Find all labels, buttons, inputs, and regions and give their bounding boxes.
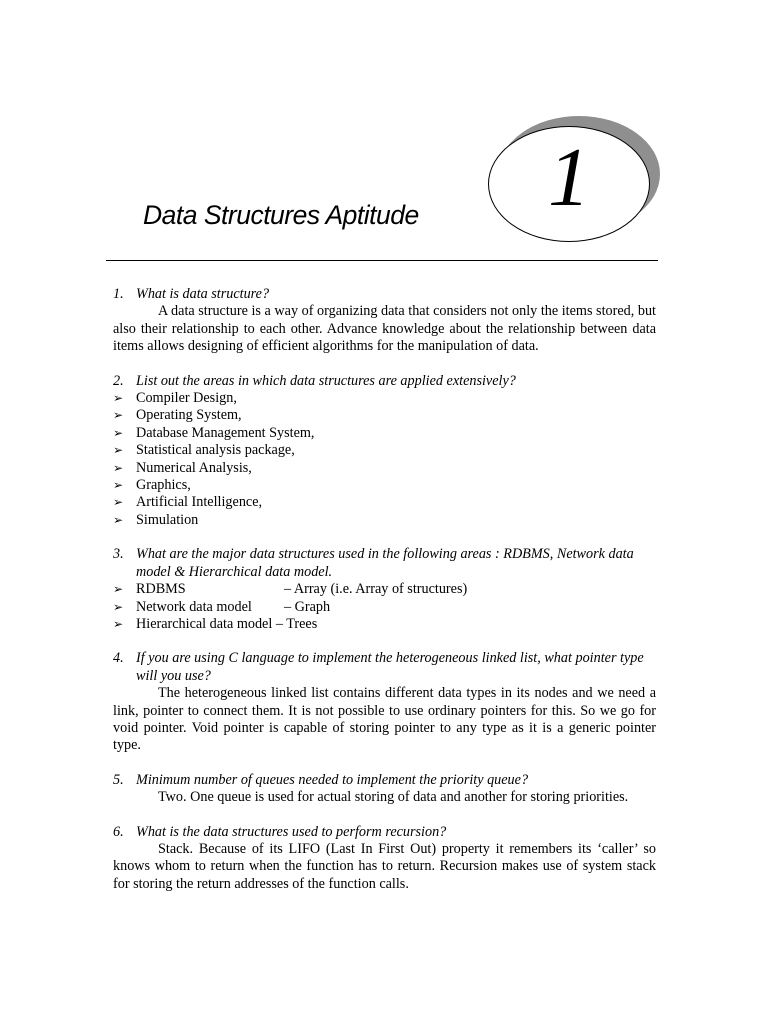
page-body bbox=[113, 286, 656, 893]
chapter-number-badge bbox=[486, 116, 666, 246]
answer-4: The heterogeneous linked list contains different data types in its nodes and we need a link, pointer to connect them. It is not possible to use ordinary pointers for this. So we go for void pointer. Void pointer is capable of storing pointer to any type as it is a generic pointer type. bbox=[113, 685, 656, 754]
application-areas-list bbox=[113, 390, 656, 529]
answer-6: Stack. Because of its LIFO (Last In First Out) property it remembers its ‘caller’ so knows whom to return when the function has to return. Recursion makes use of system stack for storing the return addresses of the function calls. bbox=[113, 840, 656, 892]
list-item: ➢ Artificial Intelligence, bbox=[113, 494, 263, 511]
question-3 bbox=[113, 546, 656, 581]
question-number: 5. bbox=[113, 771, 124, 788]
list-item: ➢ Statistical analysis package, bbox=[113, 442, 295, 459]
arrow-bullet-icon: ➢ bbox=[113, 512, 124, 527]
question-number: 4. bbox=[113, 650, 124, 667]
chapter-title: Data Structures Aptitude bbox=[143, 200, 419, 230]
question-text: List out the areas in which data structures are applied extensively? bbox=[136, 372, 516, 389]
question-number: 1. bbox=[113, 286, 124, 302]
answer-5: Two. One queue is used for actual storing of data and another for storing priorities. bbox=[158, 789, 629, 806]
answer-1: A data structure is a way of organizing data that considers not only the items stored, but also their relationship to each other. Advance knowledge about the relationship between data items allows designing of efficient algorithms for the manipulation of data. bbox=[113, 303, 656, 355]
question-1 bbox=[113, 286, 656, 303]
arrow-bullet-icon: ➢ bbox=[113, 599, 124, 614]
chapter-number: 1 bbox=[548, 131, 590, 224]
list-item: ➢ Operating System, bbox=[113, 407, 242, 424]
data-model-structures-list bbox=[113, 581, 656, 633]
header-divider bbox=[106, 260, 658, 261]
arrow-bullet-icon: ➢ bbox=[113, 391, 124, 406]
question-text: What are the major data structures used in the following areas : RDBMS, Network data model & Hierarchical data model. bbox=[136, 546, 634, 580]
arrow-bullet-icon: ➢ bbox=[113, 408, 124, 423]
question-4 bbox=[113, 650, 656, 685]
question-text: If you are using C language to implement the heterogeneous linked list, what pointer type will you use? bbox=[136, 650, 644, 684]
arrow-bullet-icon: ➢ bbox=[113, 425, 124, 440]
arrow-bullet-icon: ➢ bbox=[113, 460, 124, 475]
arrow-bullet-icon: ➢ bbox=[113, 616, 124, 631]
list-item: ➢ Database Management System, bbox=[113, 424, 315, 441]
arrow-bullet-icon: ➢ bbox=[113, 582, 124, 597]
question-text: What is the data structures used to perform recursion? bbox=[136, 823, 447, 840]
list-item: ➢ Hierarchical data model – Trees bbox=[113, 615, 318, 632]
question-number: 3. bbox=[113, 546, 124, 563]
question-6 bbox=[113, 824, 656, 841]
list-item: ➢ Compiler Design, bbox=[113, 390, 237, 407]
arrow-bullet-icon: ➢ bbox=[113, 443, 124, 458]
list-item: ➢ Network data model – Graph bbox=[113, 598, 331, 615]
arrow-bullet-icon: ➢ bbox=[113, 478, 124, 493]
question-text: What is data structure? bbox=[136, 286, 270, 302]
question-number: 2. bbox=[113, 372, 124, 389]
list-item: ➢ Numerical Analysis, bbox=[113, 459, 252, 476]
list-item: ➢ Simulation bbox=[113, 511, 199, 528]
question-5 bbox=[113, 772, 656, 789]
list-item: ➢ Graphics, bbox=[113, 477, 191, 494]
question-2 bbox=[113, 373, 656, 390]
list-item: ➢ RDBMS – Array (i.e. Array of structures) bbox=[113, 581, 468, 598]
question-number: 6. bbox=[113, 823, 124, 840]
question-text: Minimum number of queues needed to implement the priority queue? bbox=[136, 771, 529, 788]
arrow-bullet-icon: ➢ bbox=[113, 495, 124, 510]
